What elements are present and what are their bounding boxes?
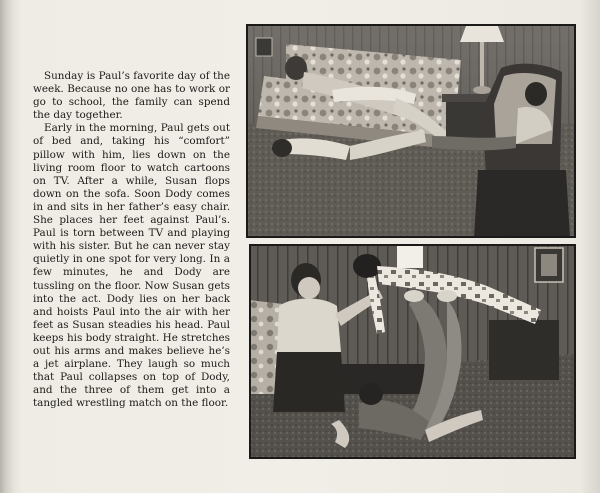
photo-family-living-room: [246, 24, 576, 238]
photo-bottom-drawing: [249, 244, 576, 459]
paragraph-1: Sunday is Paul’s favorite day of the week. Because no one has to work or go to school, the family can spend the day together.: [33, 70, 230, 122]
page-gutter-shadow: [0, 0, 14, 493]
photo-airplane-game: [249, 244, 576, 459]
body-text: [33, 70, 230, 410]
photo-top-drawing: [246, 24, 576, 238]
paragraph-2: Early in the morning, Paul gets out of bed and, taking his “comfort” pillow with him, lies down on the living room floor to watch cartoons on TV. After a while, Susan flops down on the sofa. Soon Dody comes in and sits in her father’s easy chair. She places her feet against Paul’s. Paul is torn between TV and playing with his sister. But he can never stay quietly in one spot for very long. In a few minutes, he and Dody are tussling on the floor. Now Susan gets into the act. Dody lies on her back and hoists Paul into the air with her feet as Susan steadies his head. Paul keeps his body straight. He stretches out his arms and makes believe he’s a jet airplane. They laugh so much that Paul collapses on top of Dody, and the three of them get into a tangled wrestling match on the floor.: [33, 122, 230, 410]
